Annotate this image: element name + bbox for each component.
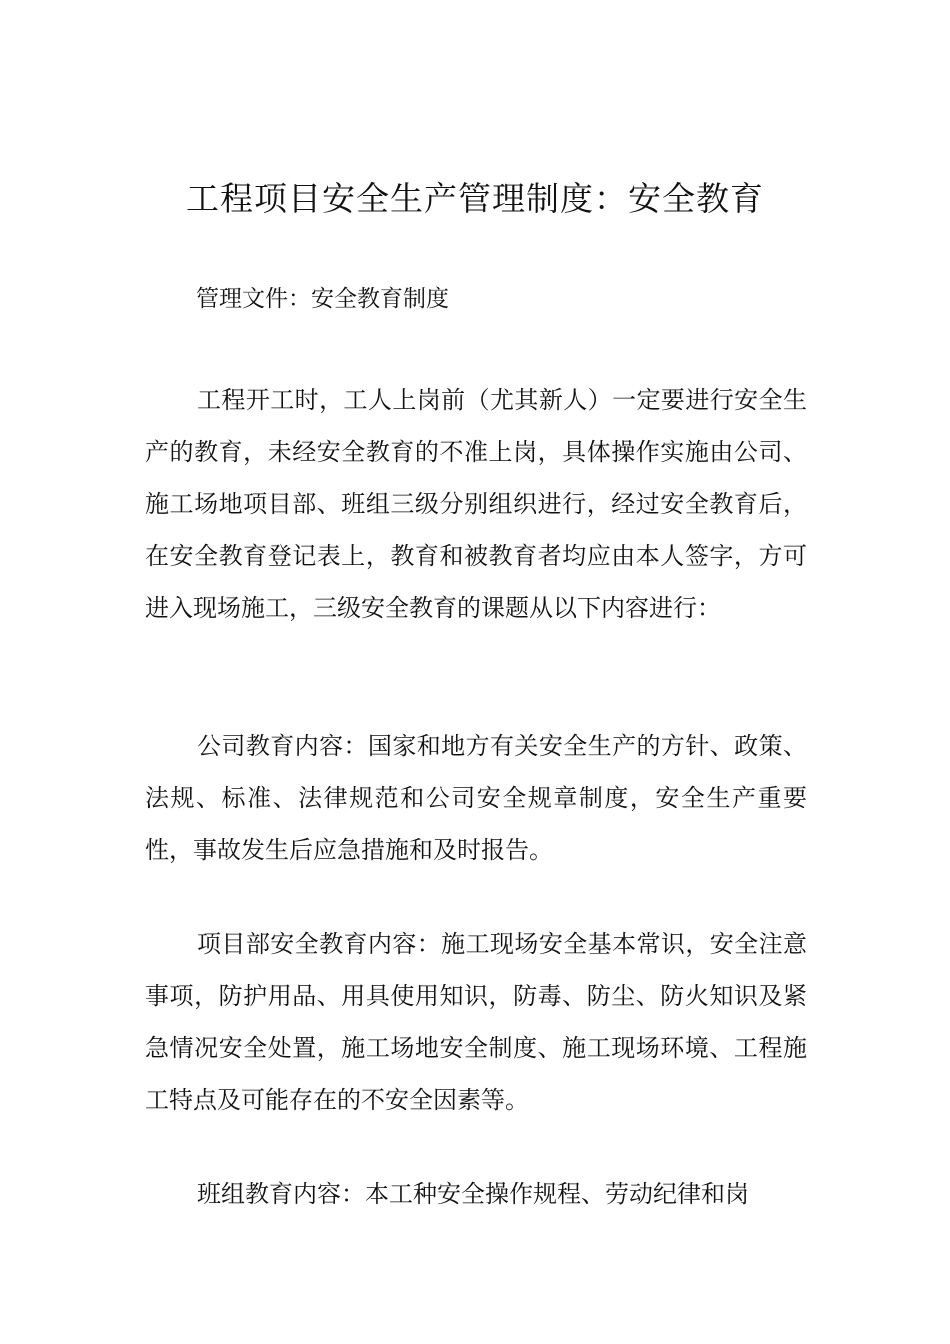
document-title: 工程项目安全生产管理制度：安全教育 [186, 179, 764, 218]
paragraph-team-education: 班组教育内容：本工种安全操作规程、劳动纪律和岗 [197, 1180, 749, 1208]
paragraph-project-education: 项目部安全教育内容：施工现场安全基本常识，安全注意事项，防护用品、用具使用知识，防毒、防尘、防火知识及紧急情况安全处置，施工场地安全制度、施工现场环境、工程施工特点及可能存在的不安全因素等。 [145, 930, 807, 1114]
paragraph-company-education: 公司教育内容：国家和地方有关安全生产的方针、政策、法规、标准、法律规范和公司安全规章制度，安全生产重要性，事故发生后应急措施和及时报告。 [145, 732, 807, 864]
paragraph-intro: 工程开工时，工人上岗前（尤其新人）一定要进行安全生产的教育，未经安全教育的不准上岗，具体操作实施由公司、施工场地项目部、班组三级分别组织进行，经过安全教育后，在安全教育登记表上，教育和被教育者均应由本人签字，方可进入现场施工，三级安全教育的课题从以下内容进行： [145, 386, 807, 622]
document-subtitle: 管理文件：安全教育制度 [196, 286, 449, 312]
